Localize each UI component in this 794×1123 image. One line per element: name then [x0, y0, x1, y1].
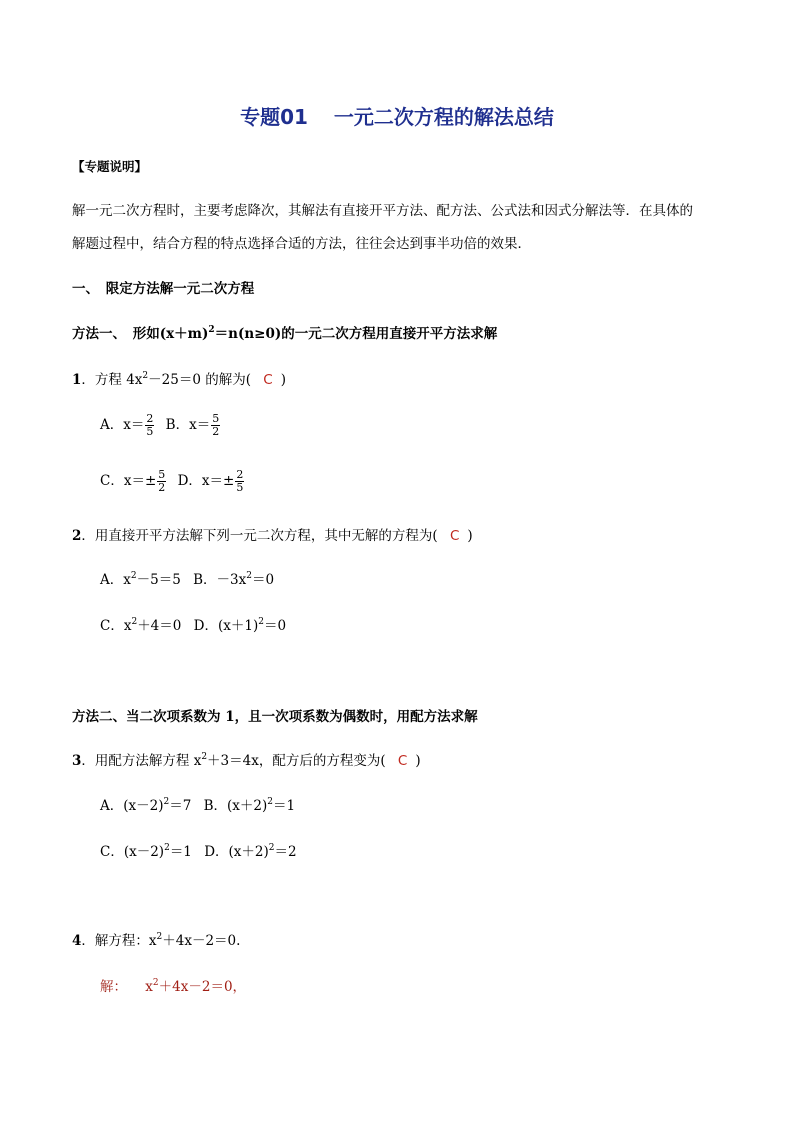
solution-label: 解：	[100, 979, 127, 995]
option-b-text: B．－3x	[193, 572, 247, 588]
option-c-text: C．(x－2)	[100, 844, 165, 860]
solution-text-end: ＋4x－2＝0，	[158, 979, 247, 995]
question-stem: ．用配方法解方程 x	[81, 753, 202, 769]
denominator: 2	[212, 425, 220, 438]
exponent: 2	[152, 978, 159, 988]
intro-heading: 【专题说明】	[72, 159, 148, 174]
option-b-text: B．(x＋2)	[203, 798, 268, 814]
option-a	[100, 572, 181, 588]
exponent: 2	[156, 932, 163, 942]
option-d-text: D．(x＋1)	[193, 618, 259, 634]
option-b	[193, 572, 274, 588]
option-b-label: B．x＝	[165, 417, 211, 433]
option-c-text: C．x	[100, 618, 132, 634]
option-d	[204, 844, 296, 860]
intro-line-2: 解题过程中，结合方程的特点选择合适的方法，往往会达到事半功倍的效果．	[72, 236, 531, 252]
exponent: 2	[164, 843, 170, 853]
question-3	[72, 752, 421, 770]
q1-options-row-2	[100, 469, 245, 494]
option-d	[177, 468, 246, 494]
option-d-text-end: ＝2	[274, 844, 297, 860]
option-c	[100, 468, 172, 494]
q2-options-row-1	[100, 571, 274, 589]
option-c	[100, 618, 181, 634]
option-c-label: C．x＝±	[100, 473, 157, 489]
option-d	[194, 618, 286, 634]
question-number: 2	[72, 528, 82, 544]
option-b-text-end: ＝0	[251, 572, 275, 588]
method-one-exp: 2	[208, 325, 215, 335]
option-c	[100, 844, 192, 860]
solution-equation	[145, 979, 246, 995]
question-number: 1	[72, 372, 82, 388]
method-two-heading: 方法二、当二次项系数为 1，且一次项系数为偶数时，用配方法求解	[72, 709, 478, 725]
solution-line	[100, 978, 246, 996]
intro-line-1: 解一元二次方程时，主要考虑降次，其解法有直接开平方法、配方法、公式法和因式分解法等．在具体的	[72, 203, 693, 219]
question-stem-end: －25＝0 的解为(	[148, 372, 251, 388]
title-main: 一元二次方程的解法总结	[333, 105, 554, 129]
exponent: 2	[130, 571, 137, 581]
answer-choice: C	[449, 528, 460, 544]
option-c-text-end: ＋4＝0	[137, 618, 182, 634]
option-b	[165, 412, 222, 438]
option-a	[100, 412, 160, 438]
exponent: 2	[131, 617, 138, 627]
solution-text: x	[145, 979, 153, 995]
close-paren: )	[467, 528, 473, 544]
exponent: 2	[201, 752, 208, 762]
option-a-text-end: ＝7	[169, 798, 192, 814]
question-number: 3	[72, 753, 82, 769]
title-prefix: 专题01	[240, 105, 308, 129]
answer-choice: C	[263, 372, 273, 388]
exponent: 2	[142, 371, 149, 381]
option-a-text-end: －5＝5	[136, 572, 181, 588]
option-a-text: A．(x－2)	[100, 798, 164, 814]
question-2	[72, 527, 473, 545]
section-heading: 一、 限定方法解一元二次方程	[72, 281, 255, 297]
question-number: 4	[72, 933, 82, 949]
numerator: 2	[146, 412, 154, 425]
q2-options-row-2	[100, 617, 286, 635]
exponent: 2	[258, 617, 264, 627]
answer-choice: C	[397, 753, 408, 769]
option-d-text: D．(x＋2)	[204, 844, 269, 860]
exponent: 2	[268, 843, 275, 853]
question-stem: ．解方程：x	[81, 933, 157, 949]
numerator: 5	[212, 412, 220, 425]
q1-options-row-1	[100, 413, 221, 438]
option-b	[204, 798, 296, 814]
question-stem: ．方程 4x	[81, 372, 143, 388]
method-one-prefix: 方法一、 形如(x＋m)	[72, 326, 209, 342]
fraction	[157, 469, 166, 494]
fraction	[145, 413, 154, 438]
close-paren: )	[280, 372, 286, 388]
question-stem: ．用直接开平方法解下列一元二次方程，其中无解的方程为(	[81, 528, 438, 544]
option-a-text: A．x	[100, 572, 131, 588]
fraction	[235, 469, 244, 494]
question-4	[72, 932, 240, 950]
denominator: 5	[146, 425, 154, 438]
exponent: 2	[163, 797, 170, 807]
option-d-text-end: ＝0	[263, 618, 287, 634]
option-a-label: A．x＝	[100, 417, 145, 433]
q3-options-row-1	[100, 797, 295, 815]
page-title	[0, 101, 794, 130]
method-one-suffix: ＝n(n≥0)的一元二次方程用直接开平方法求解	[214, 326, 498, 342]
option-c-text-end: ＝1	[169, 844, 192, 860]
option-a	[100, 798, 191, 814]
question-1	[72, 371, 286, 389]
question-stem-end: ＋4x－2＝0.	[162, 933, 241, 949]
numerator: 5	[158, 468, 166, 481]
numerator: 2	[236, 468, 244, 481]
option-b-text-end: ＝1	[273, 798, 296, 814]
exponent: 2	[246, 571, 252, 581]
option-d-label: D．x＝±	[177, 473, 235, 489]
fraction	[211, 413, 220, 438]
denominator: 5	[236, 481, 244, 494]
q3-options-row-2	[100, 843, 297, 861]
exponent: 2	[267, 797, 274, 807]
method-one-heading	[72, 325, 497, 343]
question-stem-end: ＋3＝4x，配方后的方程变为(	[207, 753, 386, 769]
close-paren: )	[415, 753, 421, 769]
denominator: 2	[158, 481, 166, 494]
